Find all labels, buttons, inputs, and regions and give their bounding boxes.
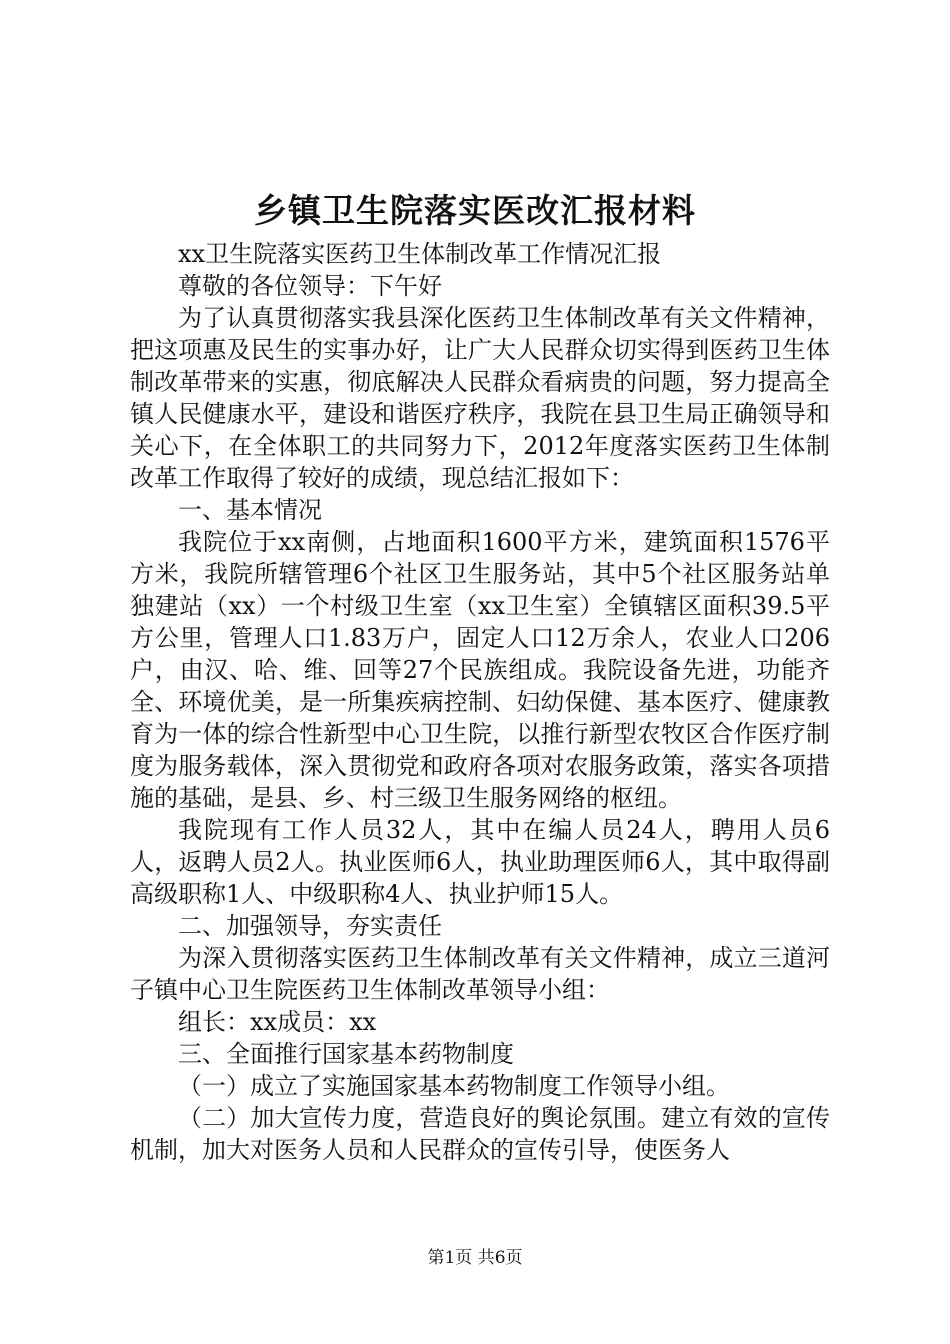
salutation: 尊敬的各位领导：下午好 (178, 272, 442, 300)
paragraph-group-members: 组长：xx成员：xx (178, 1008, 377, 1036)
document-body (130, 238, 830, 1166)
section-heading-basic-situation: 一、基本情况 (178, 496, 322, 524)
section-heading-drug-system: 三、全面推行国家基本药物制度 (178, 1040, 514, 1068)
document-title: 乡镇卫生院落实医改汇报材料 (254, 191, 696, 230)
section-heading-leadership: 二、加强领导，夯实责任 (178, 912, 442, 940)
report-subtitle: xx卫生院落实医药卫生体制改革工作情况汇报 (178, 240, 662, 268)
paragraph-basic-situation: 我院位于xx南侧，占地面积1600平方米，建筑面积1576平方米，我院所辖管理6个社区卫生服务站，其中5个社区服务站单独建站（xx）一个村级卫生室（xx卫生室）全镇辖区面积39.5平方公里，管理人口1.83万户，固定人口12万余人，农业人口206户，由汉、哈、维、回等27个民族组成。我院设备先进，功能齐全、环境优美，是一所集疾病控制、妇幼保健、基本医疗、健康教育为一体的综合性新型中心卫生院，以推行新型农牧区合作医疗制度为服务载体，深入贯彻党和政府各项对农服务政策，落实各项措施的基础，是县、乡、村三级卫生服务网络的枢纽。 (130, 528, 830, 812)
paragraph-drug-item-2: （二）加大宣传力度，营造良好的舆论氛围。建立有效的宣传机制，加大对医务人员和人民群众的宣传引导，使医务人 (130, 1104, 830, 1164)
page-footer: 第1页 共6页 (427, 1248, 523, 1268)
paragraph-leadership: 为深入贯彻落实医药卫生体制改革有关文件精神，成立三道河子镇中心卫生院医药卫生体制改革领导小组： (130, 944, 830, 1004)
paragraph-intro: 为了认真贯彻落实我县深化医药卫生体制改革有关文件精神，把这项惠及民生的实事办好，让广大人民群众切实得到医药卫生体制改革带来的实惠，彻底解决人民群众看病贵的问题，努力提高全镇人民健康水平，建设和谐医疗秩序，我院在县卫生局正确领导和关心下，在全体职工的共同努力下，2012年度落实医药卫生体制改革工作取得了较好的成绩，现总结汇报如下： (130, 304, 830, 492)
paragraph-drug-item-1: （一）成立了实施国家基本药物制度工作领导小组。 (178, 1072, 730, 1100)
paragraph-staff: 我院现有工作人员32人，其中在编人员24人，聘用人员6人，返聘人员2人。执业医师6人，执业助理医师6人，其中取得副高级职称1人、中级职称4人、执业护师15人。 (130, 816, 830, 908)
